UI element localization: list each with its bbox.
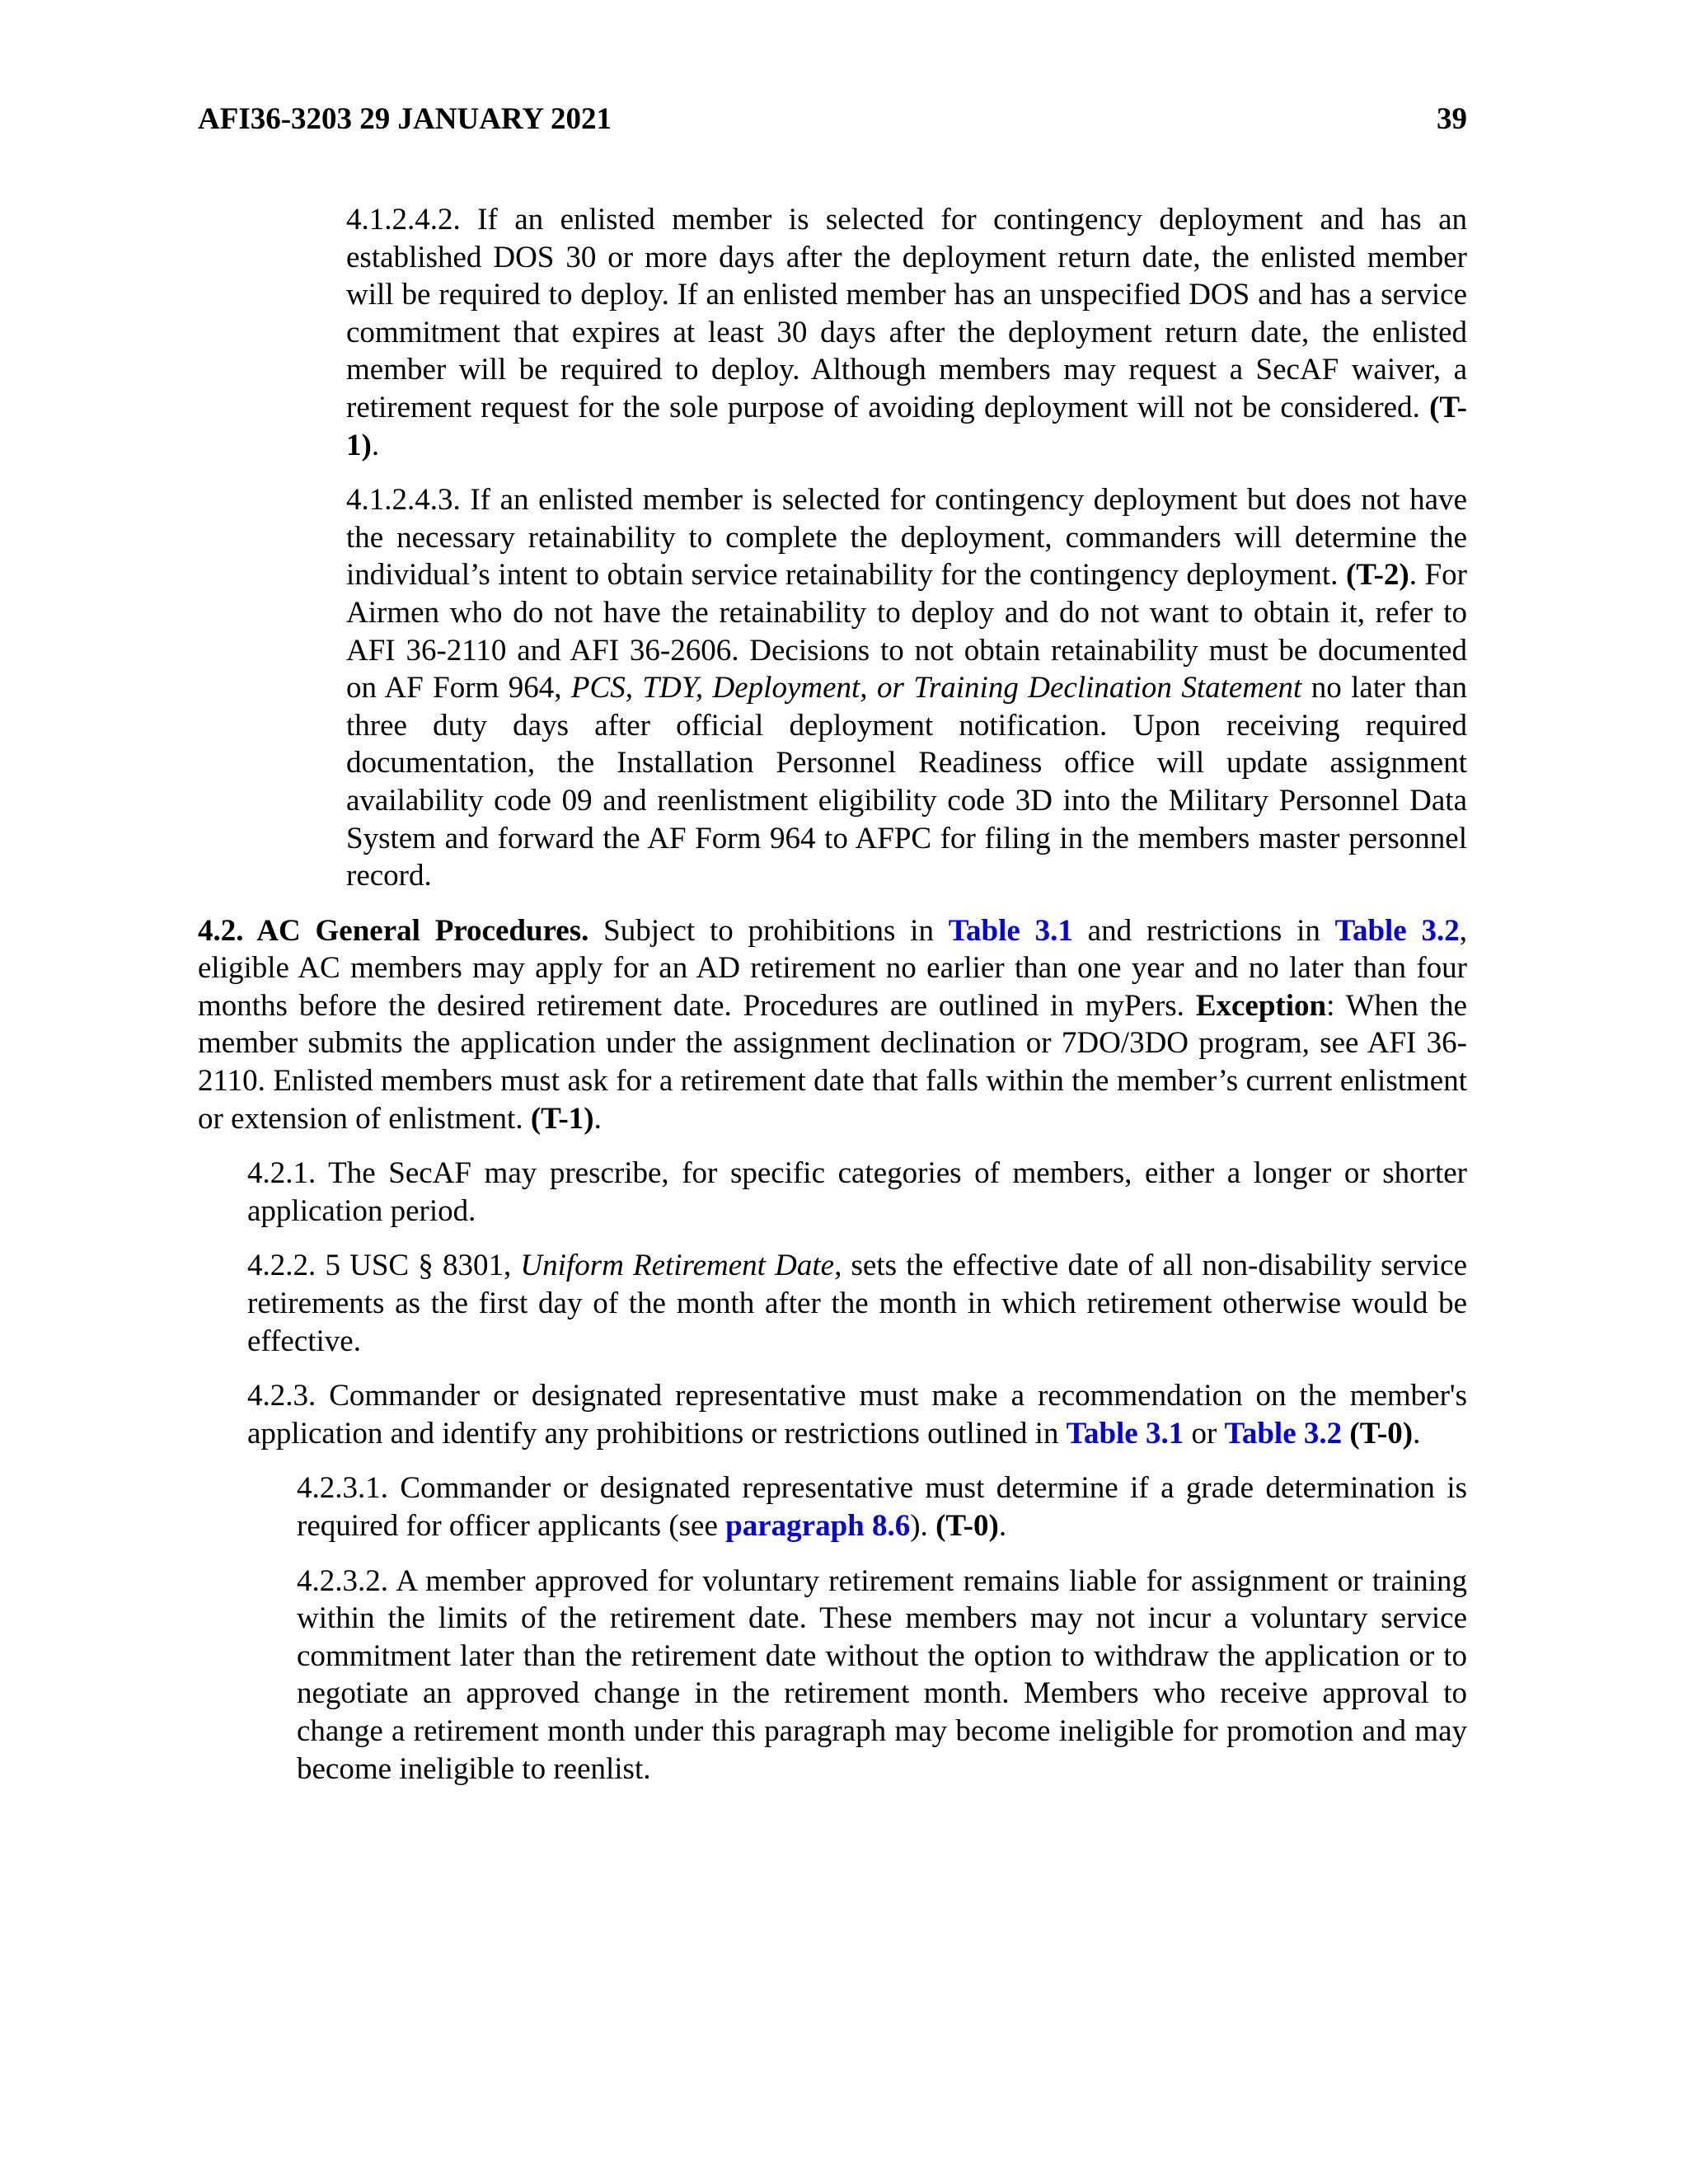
paragraph-end: .	[593, 1101, 602, 1136]
paragraph-text: . For Airmen who do not have the retainability to deploy and do not want to obtain it, refer to AFI 36-2110 and AFI 36-2606. Decisions to not obtain retainability must be documented on AF Form 964,	[346, 558, 1467, 705]
paragraph-4-2-3-1	[297, 1469, 1467, 1544]
exception-label: Exception	[1195, 988, 1327, 1023]
paragraph-text: 4.2.3. Commander or designated representative must make a recommendation on the member's application and identify any prohibitions or restrictions outlined in	[247, 1379, 1467, 1451]
tier-label: (T-0)	[1349, 1416, 1414, 1451]
paragraph-4-2	[198, 912, 1467, 1138]
paragraph-text: no later than three duty days after official deployment notification. Upon receiving required documentation, the Installation Personnel Readiness office will update assignment availability code 09 and reenlistment eligibility code 3D into the Military Personnel Data System and forward the AF Form 964 to AFPC for filing in the members master personnel record.	[346, 671, 1468, 893]
paragraph-4-2-2	[247, 1247, 1467, 1360]
link-paragraph-8-6[interactable]: paragraph 8.6	[725, 1509, 911, 1543]
paragraph-end: .	[1413, 1416, 1421, 1451]
page-number: 39	[1437, 102, 1467, 136]
paragraph-text: 4.2.2. 5 USC § 8301,	[247, 1249, 521, 1283]
paragraph-text: 4.1.2.4.3. If an enlisted member is selected for contingency deployment but does not have the necessary retainability to complete the deployment, commanders will determine the individual’s intent to obtain service retainability for the contingency deployment.	[346, 483, 1467, 593]
tier-label: (T-1)	[530, 1101, 594, 1136]
paragraph-text: 4.1.2.4.2. If an enlisted member is selected for contingency deployment and has an established DOS 30 or more days after the deployment return date, the enlisted member will be required to deploy. If an enlisted member has an unspecified DOS and has a service commitment that expires at least 30 days after the deployment return date, the enlisted member will be required to deploy. Although members may request a SecAF waiver, a retirement request for the sole purpose of avoiding deployment will not be considered.	[346, 203, 1467, 424]
paragraph-text: 4.2.1. The SecAF may prescribe, for specific categories of members, either a longer or shorter application period.	[247, 1156, 1467, 1228]
paragraph-text: Subject to prohibitions in	[588, 913, 949, 948]
paragraph-text: or	[1184, 1416, 1225, 1451]
link-table-3-1[interactable]: Table 3.1	[1066, 1416, 1184, 1451]
link-table-3-1[interactable]: Table 3.1	[948, 913, 1073, 948]
paragraph-4-1-2-4-3	[346, 481, 1467, 895]
tier-label: (T-1)	[346, 390, 1467, 462]
tier-label: (T-0)	[935, 1509, 999, 1543]
document-body	[198, 201, 1467, 1805]
paragraph-text: : When the member submits the application under the assignment declination or 7DO/3DO program, see AFI 36-2110. Enlisted members must ask for a retirement date that falls within the member’s current enlistment or extension of enlistment.	[198, 988, 1467, 1136]
paragraph-text: sets the effective date of all non-disability service retirements as the first day of the month after the month in which retirement otherwise would be effective.	[247, 1249, 1467, 1358]
paragraph-text: and restrictions in	[1072, 913, 1335, 948]
paragraph-4-2-1	[247, 1155, 1467, 1230]
link-table-3-2[interactable]: Table 3.2	[1224, 1416, 1343, 1451]
law-title: Uniform Retirement Date,	[520, 1249, 842, 1283]
paragraph-4-1-2-4-2	[346, 201, 1467, 464]
tier-label: (T-2)	[1345, 558, 1409, 593]
paragraph-end: .	[998, 1509, 1007, 1543]
paragraph-end: .	[371, 428, 380, 462]
paragraph-text: ).	[910, 1509, 936, 1543]
paragraph-4-2-3-2	[297, 1563, 1467, 1788]
section-heading: 4.2. AC General Procedures.	[198, 913, 589, 948]
paragraph-text: 4.2.3.2. A member approved for voluntary retirement remains liable for assignment or training within the limits of the retirement date. These members may not incur a voluntary service commitment later than the retirement date without the option to withdraw the application or to negotiate an approved change in the retirement month. Members who receive approval to change a retirement month under this paragraph may become ineligible for promotion and may become ineligible to reenlist.	[297, 1563, 1467, 1786]
paragraph-text: 4.2.3.1. Commander or designated representative must determine if a grade determination is required for officer applicants (see	[297, 1471, 1467, 1543]
link-table-3-2[interactable]: Table 3.2	[1334, 913, 1460, 948]
paragraph-text	[1342, 1417, 1349, 1451]
paragraph-4-2-3	[247, 1377, 1467, 1452]
document-identifier: AFI36-3203 29 JANUARY 2021	[198, 102, 612, 136]
form-title: PCS, TDY, Deployment, or Training Declination Statement	[570, 671, 1302, 705]
paragraph-text: , eligible AC members may apply for an AD retirement no earlier than one year and no later than four months before the desired retirement date. Procedures are outlined in myPers.	[198, 913, 1468, 1023]
